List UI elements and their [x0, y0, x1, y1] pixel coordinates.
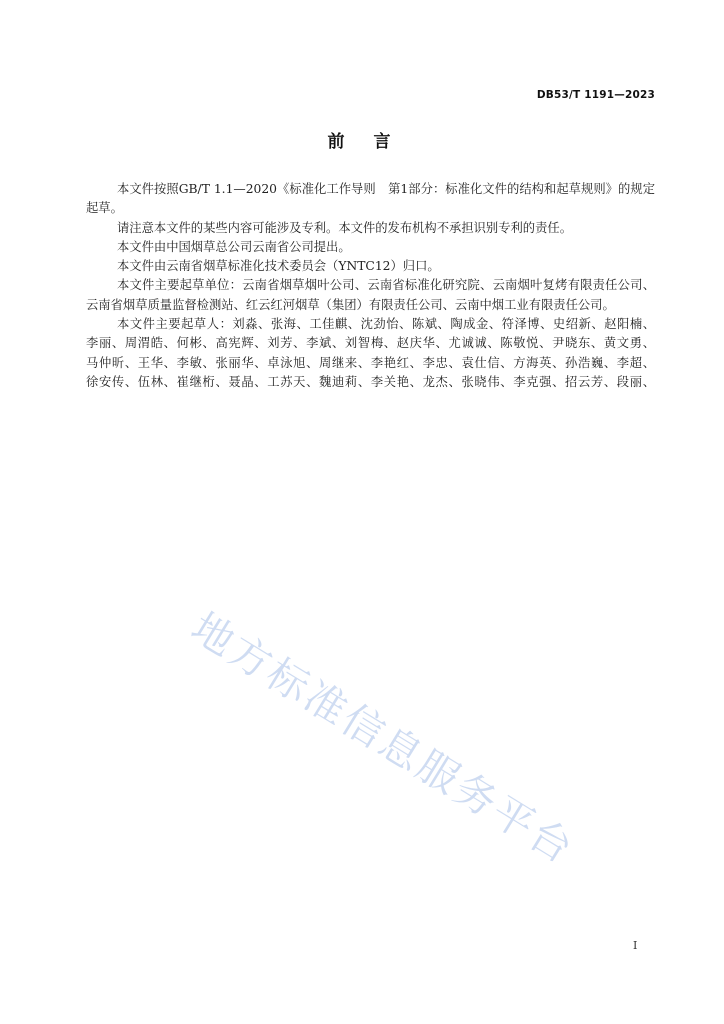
paragraph-patent-notice: [86, 219, 655, 238]
paragraph-proposer: [86, 238, 655, 257]
document-code: DB53/T 1191—2023: [536, 89, 655, 101]
paragraph-line: 起草。: [86, 201, 123, 216]
paragraph-line: 本文件由云南省烟草标准化技术委员会（YNTC12）归口。: [117, 259, 440, 274]
paragraph-line: 云南省烟草质量监督检测站、红云红河烟草（集团）有限责任公司、云南中烟工业有限责任公司。: [86, 297, 615, 312]
paragraph-technical-committee: [86, 257, 655, 276]
paragraph-line: 请注意本文件的某些内容可能涉及专利。本文件的发布机构不承担识别专利的责任。: [117, 220, 572, 235]
paragraph-drafting-units: [86, 276, 655, 315]
watermark: 地方标准信息服务平台: [183, 603, 584, 874]
page-number: I: [633, 939, 638, 952]
paragraph-line: 本文件由中国烟草总公司云南省公司提出。: [117, 239, 351, 254]
paragraph-line: 李丽、周渭皓、何彬、高宪辉、刘芳、李斌、刘智梅、赵庆华、尤诚诚、陈敬悦、尹晓东、黄文勇、: [86, 336, 655, 351]
paragraph-line: 本文件按照GB/T 1.1—2020《标准化工作导则 第1部分：标准化文件的结构和起草规则》的规定: [117, 182, 655, 196]
paragraph-line: 本文件主要起草人：刘淼、张海、工佳麒、沈劲怡、陈斌、陶成金、符泽博、史绍新、赵阳楠、: [117, 317, 655, 332]
paragraph-line: 本文件主要起草单位：云南省烟草烟叶公司、云南省标准化研究院、云南烟叶复烤有限责任公司、: [117, 278, 655, 293]
paragraph-line: 徐安传、伍林、崔继桁、聂晶、工苏天、魏迪莉、李关艳、龙杰、张晓伟、李克强、招云芳、段丽、: [86, 374, 655, 389]
paragraph-drafting-rules: [86, 180, 655, 219]
page-title: 前 言: [327, 132, 397, 152]
preface-body: [86, 180, 655, 392]
paragraph-drafters: [86, 315, 655, 392]
paragraph-line: 马仲昕、王华、李敏、张丽华、卓泳旭、周继来、李艳红、李忠、袁仕信、方海英、孙浩巍、李超、: [86, 355, 655, 370]
